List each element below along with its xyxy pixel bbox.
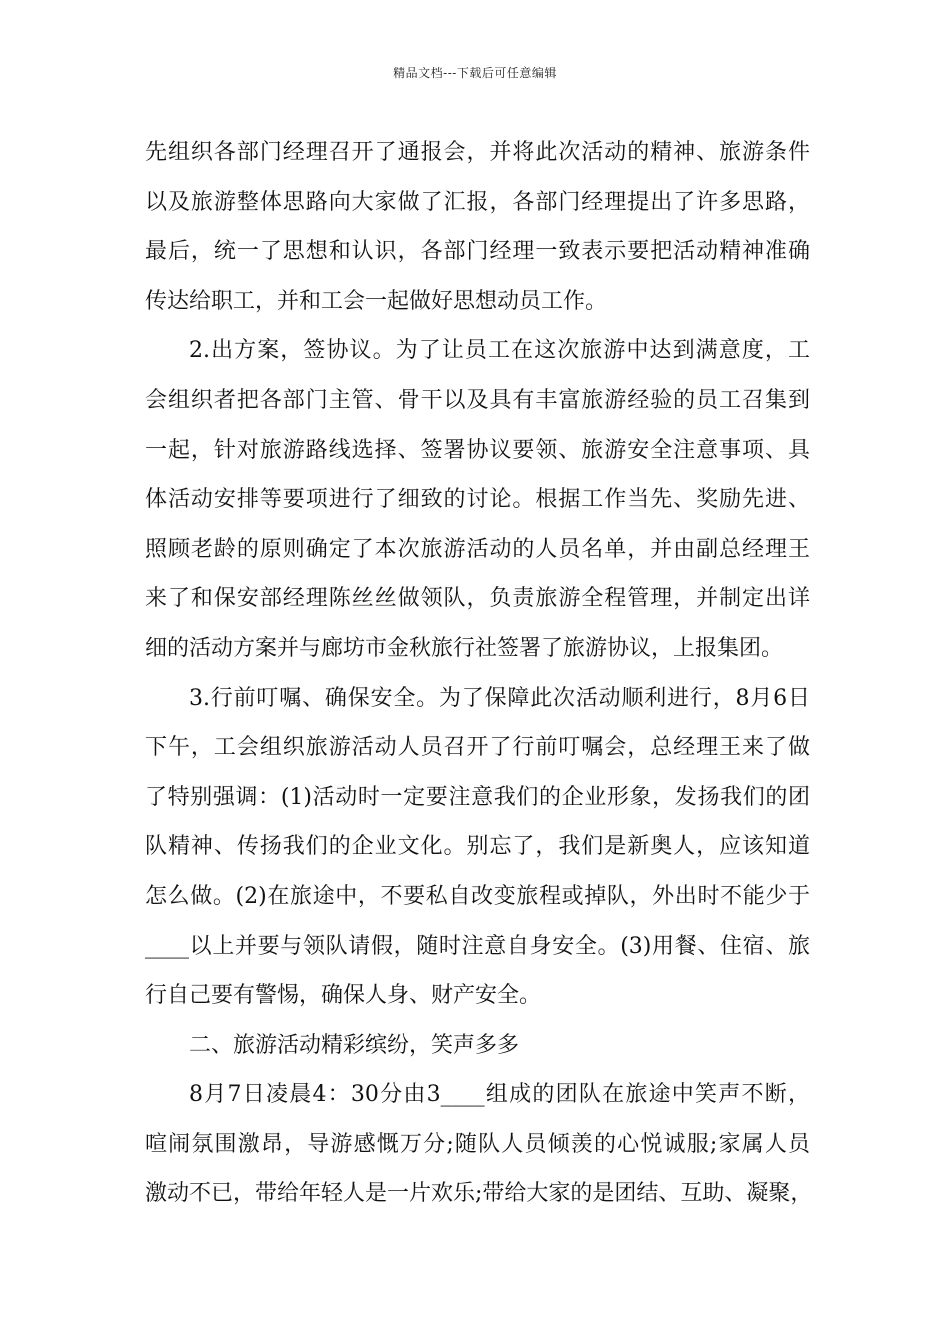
text-line: 喧闹氛围激昂，导游感慨万分;随队人员倾羡的心悦诚服;家属人员 <box>145 1131 810 1157</box>
text-line: 2.出方案，签协议。为了让员工在这次旅游中达到满意度，工 <box>189 338 810 364</box>
text-line: 一起，针对旅游路线选择、签署协议要领、旅游安全注意事项、具 <box>145 437 810 463</box>
text-line: 会组织者把各部门主管、骨干以及具有丰富旅游经验的员工召集到 <box>145 387 810 413</box>
text-line: 了特别强调：(1)活动时一定要注意我们的企业形象，发扬我们的团 <box>145 784 810 810</box>
text-line: 下午，工会组织旅游活动人员召开了行前叮嘱会，总经理王来了做 <box>145 735 810 761</box>
text-line: 传达给职工，并和工会一起做好思想动员工作。 <box>145 288 608 314</box>
section-heading: 二、旅游活动精彩缤纷，笑声多多 <box>189 1032 520 1058</box>
text-line: 细的活动方案并与廊坊市金秋旅行社签署了旅游协议，上报集团。 <box>145 635 784 661</box>
text-line: 体活动安排等要项进行了细致的讨论。根据工作当先、奖励先进、 <box>145 487 810 513</box>
text-line: 先组织各部门经理召开了通报会，并将此次活动的精神、旅游条件 <box>145 140 810 165</box>
text-line: 3.行前叮嘱、确保安全。为了保障此次活动顺利进行，8月6日 <box>189 685 810 711</box>
text-line: 队精神、传扬我们的企业文化。别忘了，我们是新奥人，应该知道 <box>145 834 810 860</box>
text-line: 来了和保安部经理陈丝丝做领队，负责旅游全程管理，并制定出详 <box>145 586 810 612</box>
text-line: 照顾老龄的原则确定了本次旅游活动的人员名单，并由副总经理王 <box>145 536 810 562</box>
text-line: 以及旅游整体思路向大家做了汇报，各部门经理提出了许多思路， <box>145 189 810 215</box>
text-line: 8月7日凌晨4：30分由3____组成的团队在旅途中笑声不断， <box>189 1082 810 1108</box>
text-line: 怎么做。(2)在旅途中，不要私自改变旅程或掉队，外出时不能少于 <box>145 883 810 909</box>
text-line: 激动不已，带给年轻人是一片欢乐;带给大家的是团结、互助、凝聚， <box>145 1181 813 1207</box>
page-header: 精品文档---下载后可任意编辑 <box>393 66 557 80</box>
text-line: ____以上并要与领队请假，随时注意自身安全。(3)用餐、住宿、旅 <box>145 933 810 959</box>
document-body <box>145 128 813 1219</box>
text-line: 行自己要有警惕，确保人身、财产安全。 <box>145 983 542 1009</box>
text-line: 最后，统一了思想和认识，各部门经理一致表示要把活动精神准确 <box>145 239 810 265</box>
